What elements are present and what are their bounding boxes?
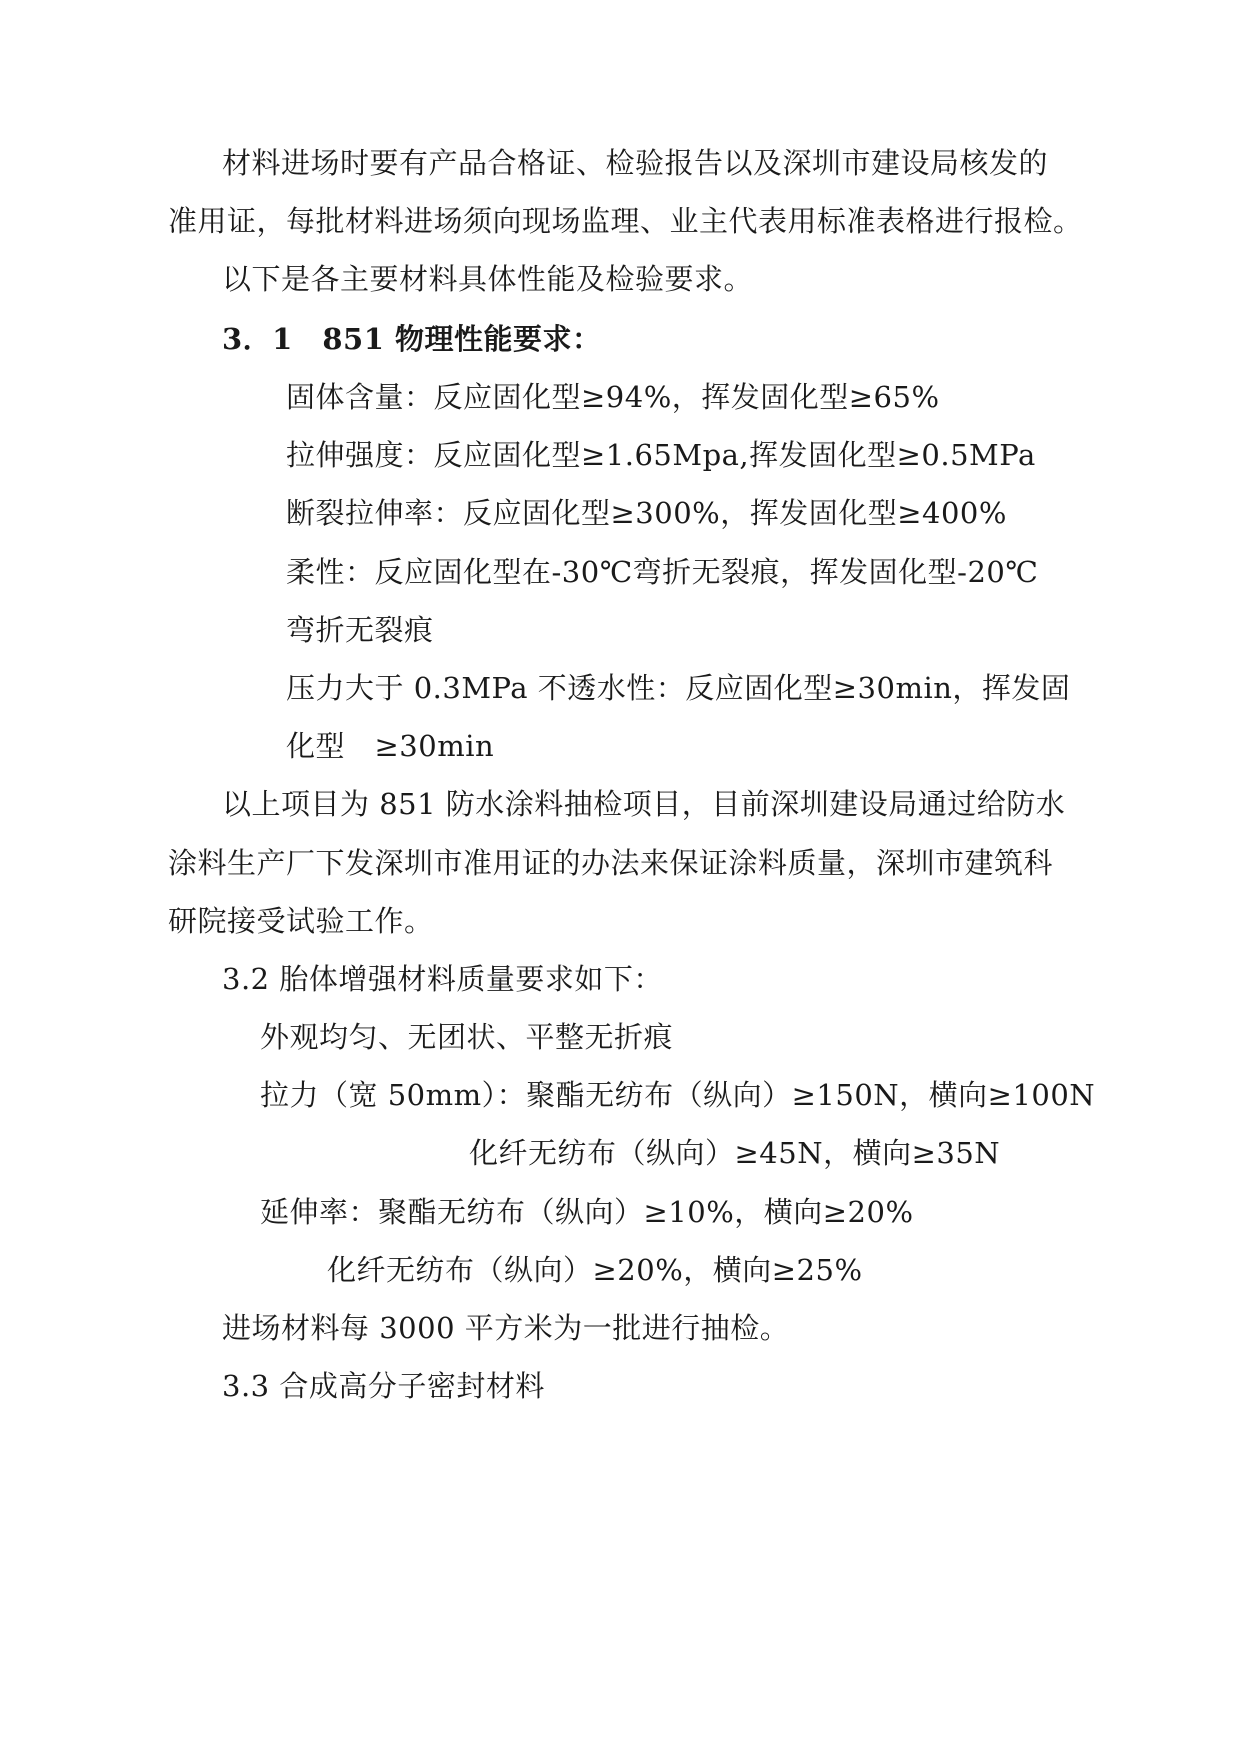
section-3-1-note-line-1: 以上项目为 851 防水涂料抽检项目，目前深圳建设局通过给防水 [222, 787, 1066, 821]
sampling-rule: 进场材料每 3000 平方米为一批进行抽检。 [222, 1311, 790, 1345]
spec-flexibility: 柔性：反应固化型在-30℃弯折无裂痕，挥发固化型-20℃ [286, 555, 1039, 589]
spec-solid-content: 固体含量：反应固化型≥94%，挥发固化型≥65% [286, 380, 940, 414]
section-3-2-heading: 3.2 胎体增强材料质量要求如下： [222, 962, 663, 996]
spec-tensile-strength: 拉伸强度：反应固化型≥1.65Mpa,挥发固化型≥0.5MPa [286, 438, 1036, 472]
spec-flexibility-cont: 弯折无裂痕 [286, 613, 434, 647]
spec-impermeability: 压力大于 0.3MPa 不透水性：反应固化型≥30min，挥发固 [286, 671, 1071, 705]
intro-paragraph-line-2: 准用证，每批材料进场须向现场监理、业主代表用标准表格进行报检。 [168, 204, 1083, 238]
spec-tension-polyester: 拉力（宽 50mm）：聚酯无纺布（纵向）≥150N，横向≥100N [260, 1078, 1096, 1112]
intro-paragraph-line-1: 材料进场时要有产品合格证、检验报告以及深圳市建设局核发的 [222, 146, 1049, 180]
spec-tension-chemical-fiber: 化纤无纺布（纵向）≥45N，横向≥35N [469, 1136, 1001, 1170]
intro-followup: 以下是各主要材料具体性能及检验要求。 [222, 262, 754, 296]
spec-elongation-chemical-fiber: 化纤无纺布（纵向）≥20%，横向≥25% [327, 1253, 863, 1287]
section-3-1-note-line-3: 研院接受试验工作。 [168, 904, 434, 938]
spec-elongation-polyester: 延伸率：聚酯无纺布（纵向）≥10%，横向≥20% [260, 1195, 914, 1229]
section-3-3-heading: 3.3 合成高分子密封材料 [222, 1369, 545, 1403]
section-3-1-note-line-2: 涂料生产厂下发深圳市准用证的办法来保证涂料质量，深圳市建筑科 [168, 846, 1054, 880]
spec-impermeability-cont: 化型 ≥30min [286, 729, 495, 763]
section-3-1-heading: 3．1 851 物理性能要求： [222, 322, 602, 356]
spec-appearance: 外观均匀、无团状、平整无折痕 [260, 1020, 674, 1054]
spec-elongation-at-break: 断裂拉伸率：反应固化型≥300%，挥发固化型≥400% [286, 496, 1007, 530]
